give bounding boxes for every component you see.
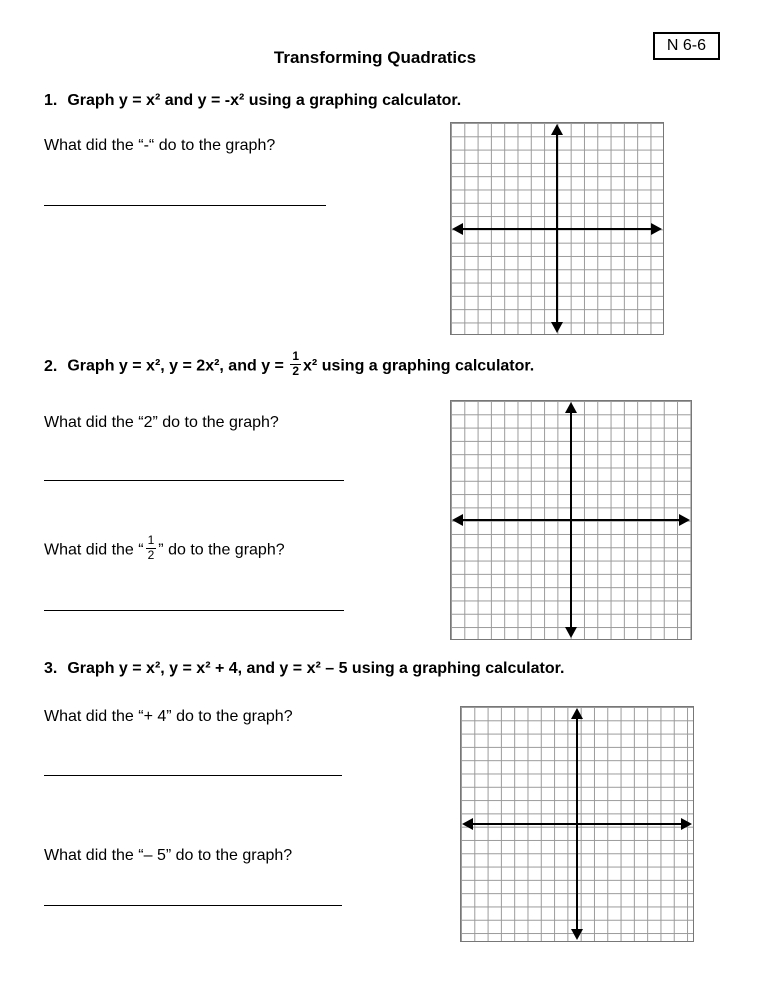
answer-blank-line <box>44 610 344 611</box>
answer-blank-line <box>44 775 342 776</box>
question-1-prompt: Graph y = x² and y = -x² using a graphing calculator. <box>67 92 462 109</box>
coordinate-grid-2 <box>450 400 692 640</box>
page-title: Transforming Quadratics <box>273 48 477 67</box>
question-3-sub-2: What did the “– 5” do to the graph? <box>44 847 293 864</box>
fraction-one-half: $\frac{1}{2}$ <box>147 533 155 562</box>
coordinate-grid-1 <box>450 122 664 335</box>
question-2-sub-1: What did the “2” do to the graph? <box>44 414 279 431</box>
answer-blank-line <box>44 205 326 206</box>
coordinate-grid-3 <box>460 706 694 942</box>
question-2-heading <box>44 349 535 381</box>
answer-blank-line <box>44 905 342 906</box>
corner-label: N 6-6 <box>653 32 720 60</box>
question-3-number: 3. <box>44 660 58 677</box>
axes <box>451 401 691 639</box>
question-3-heading <box>44 660 564 678</box>
question-3-sub-1: What did the “+ 4” do to the graph? <box>44 708 293 725</box>
question-1-heading <box>44 92 461 110</box>
question-3-prompt: Graph y = x², y = x² + 4, and y = x² – 5 using a graphing calculator. <box>67 660 565 677</box>
question-1-number: 1. <box>44 92 58 109</box>
axes <box>461 707 693 941</box>
question-2-sub-2: What did the “ $\frac{1}{2}$ ” do to the graph? <box>44 533 285 562</box>
fraction-one-half: $\frac{1}{2}$ <box>292 349 300 378</box>
question-2-number: 2. <box>44 357 58 375</box>
question-2-prompt-post: x² using a graphing calculator. <box>303 357 535 375</box>
axes <box>451 123 663 334</box>
question-1-sub-1: What did the “-“ do to the graph? <box>44 137 276 154</box>
question-2-prompt-pre: Graph y = x², y = 2x², and y = <box>67 357 289 375</box>
answer-blank-line <box>44 480 344 481</box>
